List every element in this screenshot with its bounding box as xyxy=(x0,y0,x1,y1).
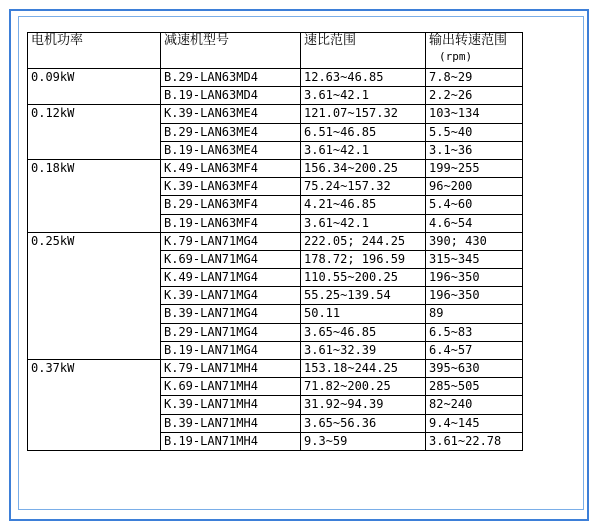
model-cell: B.19-LAN63MD4 xyxy=(161,87,301,105)
model-cell: B.19-LAN63MF4 xyxy=(161,214,301,232)
model-cell: K.39-LAN71MG4 xyxy=(161,287,301,305)
ratio-cell: 222.05; 244.25 xyxy=(301,232,426,250)
speed-cell: 89 xyxy=(426,305,523,323)
speed-cell: 3.1~36 xyxy=(426,141,523,159)
header-speed-unit: (rpm) xyxy=(439,50,473,63)
model-cell: B.19-LAN63ME4 xyxy=(161,141,301,159)
table-row xyxy=(28,159,523,177)
ratio-cell: 9.3~59 xyxy=(301,432,426,450)
speed-cell: 199~255 xyxy=(426,159,523,177)
ratio-cell: 50.11 xyxy=(301,305,426,323)
table-row xyxy=(28,360,523,378)
model-cell: B.19-LAN71MH4 xyxy=(161,432,301,450)
power-cell: 0.12kW xyxy=(28,105,161,160)
motor-reducer-table xyxy=(27,32,523,451)
model-cell: B.29-LAN71MG4 xyxy=(161,323,301,341)
header-power: 电机功率 xyxy=(28,33,161,69)
speed-cell: 315~345 xyxy=(426,250,523,268)
ratio-cell: 3.61~32.39 xyxy=(301,341,426,359)
speed-cell: 7.8~29 xyxy=(426,69,523,87)
table-row xyxy=(28,69,523,87)
ratio-cell: 3.61~42.1 xyxy=(301,87,426,105)
speed-cell: 4.6~54 xyxy=(426,214,523,232)
header-row xyxy=(28,33,523,69)
ratio-cell: 75.24~157.32 xyxy=(301,178,426,196)
model-cell: B.39-LAN71MG4 xyxy=(161,305,301,323)
table-body xyxy=(28,69,523,451)
ratio-cell: 3.65~46.85 xyxy=(301,323,426,341)
model-cell: K.49-LAN63MF4 xyxy=(161,159,301,177)
model-cell: K.49-LAN71MG4 xyxy=(161,269,301,287)
ratio-cell: 71.82~200.25 xyxy=(301,378,426,396)
speed-cell: 5.5~40 xyxy=(426,123,523,141)
speed-cell: 390; 430 xyxy=(426,232,523,250)
power-cell: 0.37kW xyxy=(28,360,161,451)
header-ratio: 速比范围 xyxy=(301,33,426,69)
model-cell: K.79-LAN71MH4 xyxy=(161,360,301,378)
speed-cell: 2.2~26 xyxy=(426,87,523,105)
ratio-cell: 4.21~46.85 xyxy=(301,196,426,214)
ratio-cell: 156.34~200.25 xyxy=(301,159,426,177)
power-cell: 0.09kW xyxy=(28,69,161,105)
ratio-cell: 3.65~56.36 xyxy=(301,414,426,432)
ratio-cell: 12.63~46.85 xyxy=(301,69,426,87)
ratio-cell: 6.51~46.85 xyxy=(301,123,426,141)
ratio-cell: 3.61~42.1 xyxy=(301,214,426,232)
speed-cell: 395~630 xyxy=(426,360,523,378)
table-row xyxy=(28,232,523,250)
model-cell: B.19-LAN71MG4 xyxy=(161,341,301,359)
speed-cell: 6.4~57 xyxy=(426,341,523,359)
header-speed xyxy=(426,33,523,69)
power-cell: 0.18kW xyxy=(28,159,161,232)
header-model: 减速机型号 xyxy=(161,33,301,69)
ratio-cell: 3.61~42.1 xyxy=(301,141,426,159)
ratio-cell: 178.72; 196.59 xyxy=(301,250,426,268)
speed-cell: 82~240 xyxy=(426,396,523,414)
speed-cell: 9.4~145 xyxy=(426,414,523,432)
model-cell: K.39-LAN63MF4 xyxy=(161,178,301,196)
ratio-cell: 55.25~139.54 xyxy=(301,287,426,305)
ratio-cell: 110.55~200.25 xyxy=(301,269,426,287)
model-cell: B.29-LAN63ME4 xyxy=(161,123,301,141)
speed-cell: 196~350 xyxy=(426,287,523,305)
model-cell: K.69-LAN71MH4 xyxy=(161,378,301,396)
speed-cell: 6.5~83 xyxy=(426,323,523,341)
ratio-cell: 31.92~94.39 xyxy=(301,396,426,414)
table-row xyxy=(28,105,523,123)
power-cell: 0.25kW xyxy=(28,232,161,359)
speed-cell: 96~200 xyxy=(426,178,523,196)
model-cell: B.29-LAN63MD4 xyxy=(161,69,301,87)
ratio-cell: 153.18~244.25 xyxy=(301,360,426,378)
speed-cell: 5.4~60 xyxy=(426,196,523,214)
model-cell: K.39-LAN63ME4 xyxy=(161,105,301,123)
speed-cell: 196~350 xyxy=(426,269,523,287)
model-cell: B.29-LAN63MF4 xyxy=(161,196,301,214)
model-cell: B.39-LAN71MH4 xyxy=(161,414,301,432)
speed-cell: 3.61~22.78 xyxy=(426,432,523,450)
header-speed-label: 输出转速范围 xyxy=(429,33,508,48)
model-cell: K.79-LAN71MG4 xyxy=(161,232,301,250)
speed-cell: 103~134 xyxy=(426,105,523,123)
speed-cell: 285~505 xyxy=(426,378,523,396)
model-cell: K.39-LAN71MH4 xyxy=(161,396,301,414)
model-cell: K.69-LAN71MG4 xyxy=(161,250,301,268)
ratio-cell: 121.07~157.32 xyxy=(301,105,426,123)
